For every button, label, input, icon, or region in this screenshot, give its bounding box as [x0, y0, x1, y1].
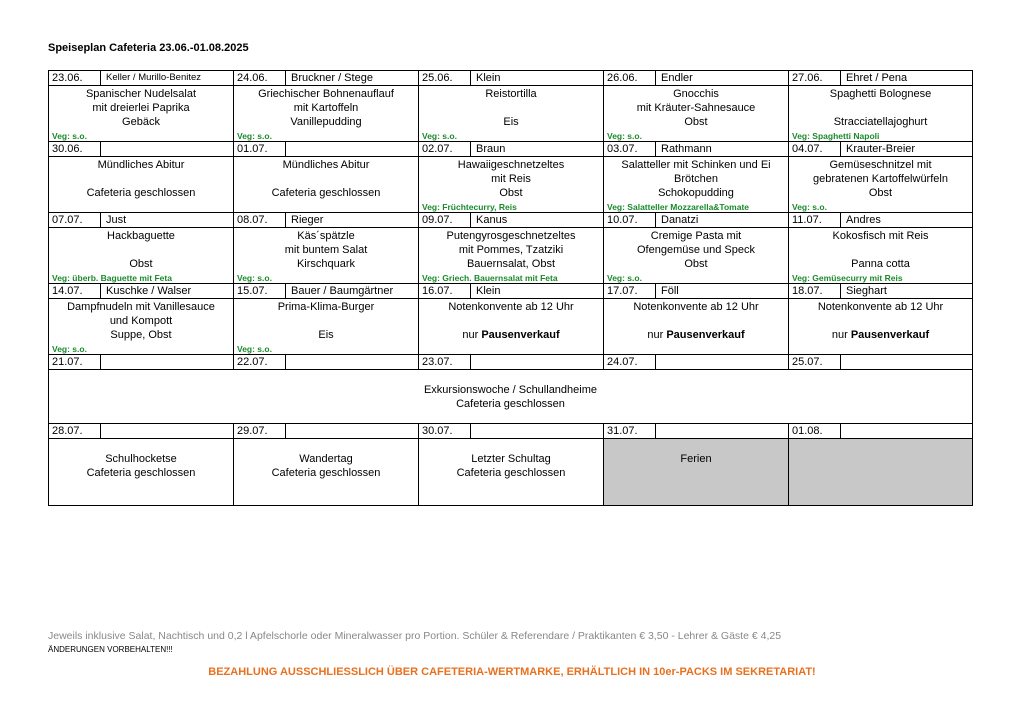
menu-line: Eis [318, 329, 334, 341]
veg-option: Veg: überb. Baguette mit Feta [52, 273, 172, 283]
menu-line: Mündliches Abitur [282, 159, 370, 171]
last-week-line-1: Letzter Schultag [471, 453, 551, 465]
menu-line: Prima-Klima-Burger [277, 301, 375, 313]
day-date: 10.07. [604, 213, 656, 228]
cook-name: Ehret / Pena [841, 71, 973, 86]
cook-name: Klein [471, 284, 604, 299]
day-date: 07.07. [49, 213, 101, 228]
menu-cell [604, 86, 789, 142]
menu-line [419, 101, 603, 115]
menu-line: Obst [868, 187, 893, 199]
menu-line: Dampfnudeln mit Vanillesauce [67, 301, 215, 313]
date-row [49, 424, 973, 439]
menu-line: Kirschquark [296, 258, 356, 270]
menu-cell [234, 228, 419, 284]
menu-line: Notenkonvente ab 12 Uhr [633, 301, 759, 313]
menu-cell [419, 86, 604, 142]
day-date: 17.07. [604, 284, 656, 299]
cook-name: Danatzi [656, 213, 789, 228]
date-row [49, 284, 973, 299]
veg-option: Veg: s.o. [237, 344, 272, 354]
closed-week-row [49, 370, 973, 424]
pause-sale-line [604, 328, 788, 342]
pause-sale-prefix: nur [647, 329, 667, 341]
veg-option: Veg: Salatteller Mozzarella&Tomate [607, 202, 750, 212]
menu-cell [604, 299, 789, 355]
menu-line: Bauernsalat, Obst [466, 258, 556, 270]
menu-line: Salatteller mit Schinken und Ei [621, 159, 771, 171]
menu-cell [234, 299, 419, 355]
veg-option: Veg: s.o. [422, 131, 457, 141]
menu-line: Reistortilla [485, 88, 537, 100]
menu-cell [419, 228, 604, 284]
menu-line [789, 101, 972, 115]
menu-lines [604, 228, 788, 271]
menu-lines [604, 157, 788, 200]
day-date: 29.07. [234, 424, 286, 439]
menu-line [234, 314, 418, 328]
menu-line: mit Pommes, Tzatziki [458, 244, 564, 256]
menu-lines [49, 157, 233, 200]
cook-name: Klein [471, 71, 604, 86]
menu-line: gebratenen Kartoffelwürfeln [813, 173, 948, 185]
last-week-cell [789, 439, 973, 506]
day-date: 18.07. [789, 284, 841, 299]
menu-line: Mündliches Abitur [97, 159, 185, 171]
menu-lines [419, 157, 603, 200]
day-date: 16.07. [419, 284, 471, 299]
menu-cell [789, 86, 973, 142]
menu-line: Hackbaguette [107, 230, 175, 242]
pause-sale-line [789, 328, 972, 342]
menu-lines [419, 228, 603, 271]
menu-lines [49, 86, 233, 129]
cook-name [841, 355, 973, 370]
last-week-cell [234, 439, 419, 506]
menu-cell [604, 157, 789, 213]
closed-week-cell [49, 370, 973, 424]
day-date: 31.07. [604, 424, 656, 439]
menu-line: Ofengemüse und Speck [636, 244, 756, 256]
cook-name: Rieger [286, 213, 419, 228]
day-date: 30.06. [49, 142, 101, 157]
menu-cell [49, 228, 234, 284]
last-week-line-1: Ferien [680, 453, 712, 465]
day-date: 03.07. [604, 142, 656, 157]
veg-option: Veg: s.o. [237, 131, 272, 141]
day-date: 24.07. [604, 355, 656, 370]
cook-name: Just [101, 213, 234, 228]
menu-row [49, 157, 973, 213]
day-date: 01.08. [789, 424, 841, 439]
cook-name: Endler [656, 71, 789, 86]
last-week-cell [604, 439, 789, 506]
last-week-line-2: Cafeteria geschlossen [456, 467, 566, 479]
menu-line: Cafeteria geschlossen [271, 187, 381, 199]
day-date: 23.07. [419, 355, 471, 370]
menu-line [234, 172, 418, 186]
menu-lines [234, 86, 418, 129]
veg-option: Veg: s.o. [607, 131, 642, 141]
cook-name: Bauer / Baumgärtner [286, 284, 419, 299]
menu-cell [789, 157, 973, 213]
menu-line: Obst [684, 116, 708, 128]
veg-option: Veg: s.o. [792, 202, 827, 212]
cook-name [286, 142, 419, 157]
day-date: 14.07. [49, 284, 101, 299]
cook-name: Rathmann [656, 142, 789, 157]
menu-line: Spaghetti Bolognese [829, 88, 932, 100]
last-week-line-2: Cafeteria geschlossen [271, 467, 381, 479]
menu-line [789, 314, 972, 328]
cook-name: Krauter-Breier [841, 142, 973, 157]
menu-line: Stracciatellajoghurt [833, 116, 928, 128]
menu-lines [49, 228, 233, 271]
menu-line: Gemüseschnitzel mit [829, 159, 932, 171]
veg-option: Veg: s.o. [607, 273, 642, 283]
cook-name: Braun [471, 142, 604, 157]
menu-lines [789, 299, 972, 342]
closed-week-line-2: Cafeteria geschlossen [456, 397, 565, 410]
date-row [49, 213, 973, 228]
menu-lines [234, 228, 418, 271]
menu-lines [789, 86, 972, 129]
menu-row [49, 86, 973, 142]
cook-name: Kuschke / Walser [101, 284, 234, 299]
day-date: 28.07. [49, 424, 101, 439]
day-date: 22.07. [234, 355, 286, 370]
day-date: 02.07. [419, 142, 471, 157]
pause-sale-prefix: nur [462, 329, 482, 341]
menu-line: mit Kräuter-Sahnesauce [636, 102, 756, 114]
page-title: Speiseplan Cafeteria 23.06.-01.08.2025 [48, 42, 249, 54]
menu-line: Notenkonvente ab 12 Uhr [448, 301, 574, 313]
date-row [49, 355, 973, 370]
date-row [49, 71, 973, 86]
day-date: 21.07. [49, 355, 101, 370]
menu-line: Suppe, Obst [110, 329, 172, 341]
cook-name [101, 424, 234, 439]
day-date: 08.07. [234, 213, 286, 228]
menu-cell [789, 228, 973, 284]
menu-lines [234, 157, 418, 200]
menu-lines [789, 228, 972, 271]
last-week-cell [49, 439, 234, 506]
cook-name: Keller / Murillo-Benitez [101, 71, 234, 86]
menu-lines [604, 86, 788, 129]
menu-cell [419, 157, 604, 213]
menu-row [49, 228, 973, 284]
menu-line: Notenkonvente ab 12 Uhr [817, 301, 944, 313]
menu-line: Obst [129, 258, 153, 270]
last-week-line-1: Wandertag [299, 453, 353, 465]
menu-lines [604, 299, 788, 342]
day-date: 30.07. [419, 424, 471, 439]
day-date: 26.06. [604, 71, 656, 86]
changes-note: ÄNDERUNGEN VORBEHALTEN!!! [48, 645, 173, 654]
cook-name [286, 424, 419, 439]
cook-name: Bruckner / Stege [286, 71, 419, 86]
date-row [49, 142, 973, 157]
veg-option: Veg: Gemüsecurry mit Reis [792, 273, 903, 283]
closed-week-line-1: Exkursionswoche / Schullandheime [423, 383, 598, 396]
veg-option: Veg: Früchtecurry, Reis [422, 202, 517, 212]
menu-line [49, 172, 233, 186]
menu-lines [49, 299, 233, 342]
day-date: 11.07. [789, 213, 841, 228]
menu-line: und Kompott [109, 315, 173, 327]
menu-line [604, 314, 788, 328]
cook-name: Föll [656, 284, 789, 299]
menu-line: mit buntem Salat [284, 244, 368, 256]
menu-cell [234, 86, 419, 142]
price-note: Jeweils inklusive Salat, Nachtisch und 0,2 l Apfelschorle oder Mineralwasser pro Portion. Schüler & Referendare / Praktikanten € 3,50 - Lehrer & Gäste € 4,25 [48, 630, 782, 642]
menu-line: mit Reis [491, 173, 531, 185]
veg-option: Veg: Griech. Bauernsalat mit Feta [422, 273, 558, 283]
last-week-row [49, 439, 973, 506]
veg-option: Veg: s.o. [52, 344, 87, 354]
day-date: 25.06. [419, 71, 471, 86]
pause-sale-line [419, 328, 603, 342]
pause-sale-bold: Pausenverkauf [850, 329, 930, 341]
menu-cell [49, 86, 234, 142]
cook-name [101, 355, 234, 370]
cook-name [656, 355, 789, 370]
menu-lines [234, 299, 418, 342]
menu-row [49, 299, 973, 355]
menu-line: Käs´spätzle [297, 230, 355, 242]
payment-note: BEZAHLUNG AUSSCHLIESSLICH ÜBER CAFETERIA-WERTMARKE, ERHÄLTLICH IN 10er-PACKS IM SEKRETARIAT! [208, 666, 816, 678]
menu-line: Spanischer Nudelsalat [85, 88, 197, 100]
menu-line: Schokopudding [658, 187, 734, 199]
menu-table [48, 70, 973, 506]
menu-line [49, 243, 233, 257]
cook-name [286, 355, 419, 370]
menu-line: Obst [499, 187, 523, 199]
cook-name: Kanus [471, 213, 604, 228]
cook-name [471, 424, 604, 439]
menu-line: Brötchen [673, 173, 719, 185]
cook-name [656, 424, 789, 439]
menu-line: Eis [503, 116, 519, 128]
menu-lines [789, 157, 972, 200]
veg-option: Veg: Spaghetti Napoli [792, 131, 880, 141]
menu-cell [234, 157, 419, 213]
pause-sale-prefix: nur [831, 329, 851, 341]
cook-name: Sieghart [841, 284, 973, 299]
menu-line: Hawaiigeschnetzeltes [457, 159, 565, 171]
menu-lines [419, 86, 603, 129]
menu-cell [419, 299, 604, 355]
menu-line: Kokosfisch mit Reis [832, 230, 929, 242]
menu-line: Vanillepudding [290, 116, 362, 128]
menu-cell [604, 228, 789, 284]
menu-line: Obst [684, 258, 708, 270]
pause-sale-bold: Pausenverkauf [666, 329, 745, 341]
menu-line: Gnocchis [673, 88, 719, 100]
cook-name [101, 142, 234, 157]
menu-line: Panna cotta [851, 258, 910, 270]
menu-line: mit dreierlei Paprika [92, 102, 190, 114]
cook-name [841, 424, 973, 439]
last-week-line-2: Cafeteria geschlossen [86, 467, 196, 479]
day-date: 01.07. [234, 142, 286, 157]
menu-line: Cremige Pasta mit [650, 230, 742, 242]
day-date: 27.06. [789, 71, 841, 86]
veg-option: Veg: s.o. [237, 273, 272, 283]
cook-name: Andres [841, 213, 973, 228]
menu-line: Griechischer Bohnenauflauf [258, 88, 394, 100]
day-date: 23.06. [49, 71, 101, 86]
menu-line [419, 314, 603, 328]
menu-cell [49, 157, 234, 213]
day-date: 24.06. [234, 71, 286, 86]
pause-sale-bold: Pausenverkauf [481, 329, 560, 341]
menu-line: Putengyrosgeschnetzeltes [446, 230, 576, 242]
day-date: 25.07. [789, 355, 841, 370]
menu-cell [789, 299, 973, 355]
cook-name [471, 355, 604, 370]
menu-lines [419, 299, 603, 342]
last-week-line-1: Schulhocketse [105, 453, 177, 465]
menu-line [789, 243, 972, 257]
day-date: 09.07. [419, 213, 471, 228]
menu-line: Gebäck [122, 116, 160, 128]
menu-line: mit Kartoffeln [293, 102, 359, 114]
menu-cell [49, 299, 234, 355]
day-date: 04.07. [789, 142, 841, 157]
veg-option: Veg: s.o. [52, 131, 87, 141]
menu-line: Cafeteria geschlossen [86, 187, 196, 199]
last-week-cell [419, 439, 604, 506]
day-date: 15.07. [234, 284, 286, 299]
